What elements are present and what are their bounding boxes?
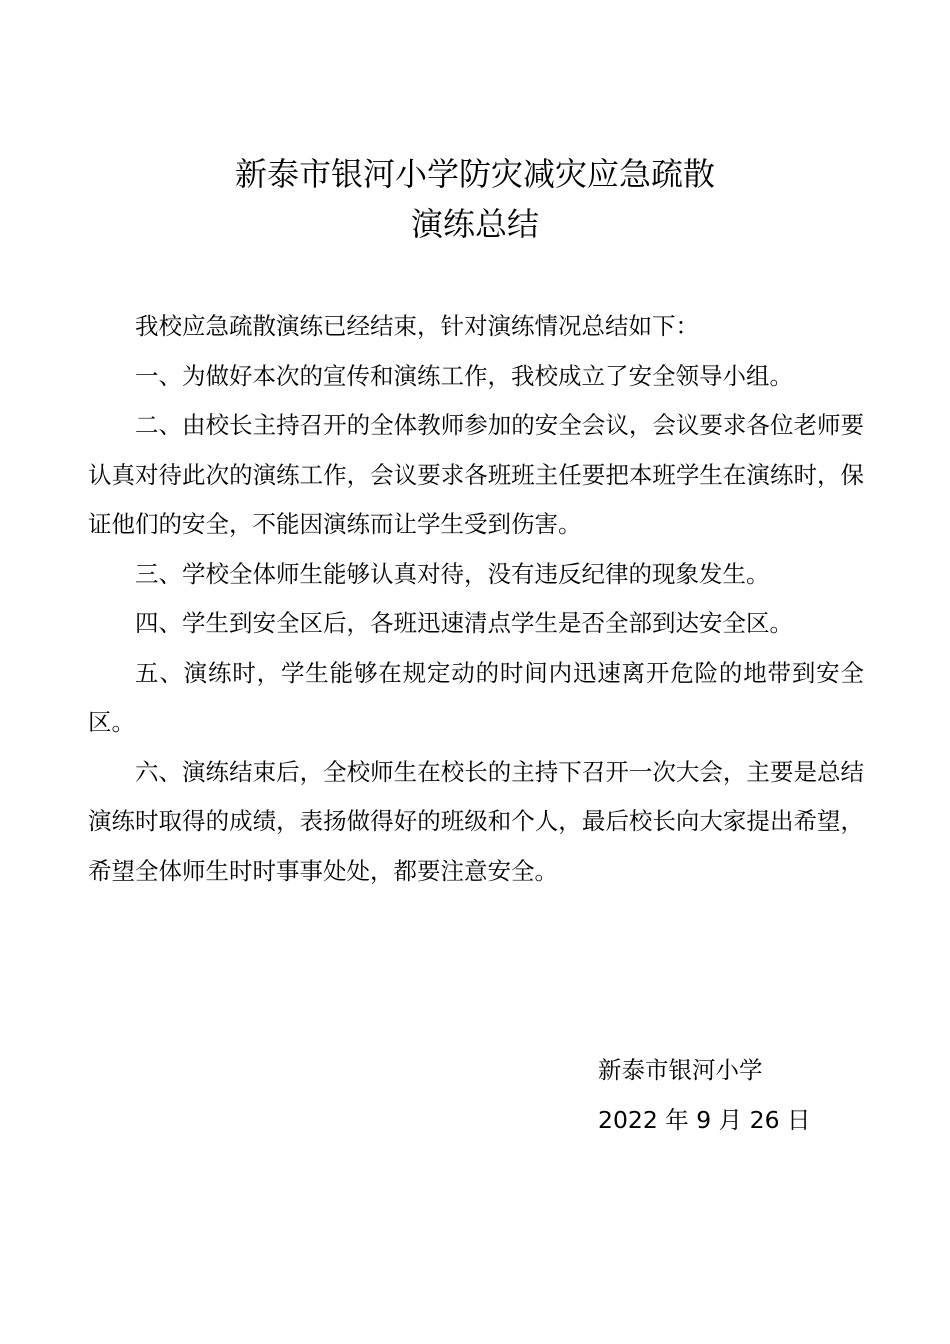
document-title-line-1: 新泰市银河小学防灾减灾应急疏散 [234,155,715,193]
paragraph-item-1: 一、为做好本次的宣传和演练工作，我校成立了安全领导小组。 [135,361,793,390]
paragraph-item-6: 六、演练结束后，全校师生在校长的主持下召开一次大会，主要是总结演练时取得的成绩，表扬做得好的班级和个人，最后校长向大家提出希望，希望全体师生时时事事处处，都要注意安全。 [88,757,864,885]
signature-organization: 新泰市银河小学 [598,1056,763,1084]
paragraph-item-4: 四、学生到安全区后，各班迅速清点学生是否全部到达安全区。 [135,609,793,637]
paragraph-intro: 我校应急疏散演练已经结束，针对演练情况总结如下： [135,312,699,340]
paragraph-item-2: 二、由校长主持召开的全体教师参加的安全会议，会议要求各位老师要认真对待此次的演练工作，会议要求各班班主任要把本班学生在演练时，保证他们的安全，不能因演练而让学生受到伤害。 [88,411,864,538]
document-title-line-2: 演练总结 [410,205,539,243]
paragraph-item-5: 五、演练时，学生能够在规定动的时间内迅速离开危险的地带到安全区。 [88,658,864,736]
paragraph-item-3: 三、学校全体师生能够认真对待，没有违反纪律的现象发生。 [135,559,770,588]
document-body [88,302,864,896]
signature-date: 2022 年 9 月 26 日 [598,1106,811,1134]
